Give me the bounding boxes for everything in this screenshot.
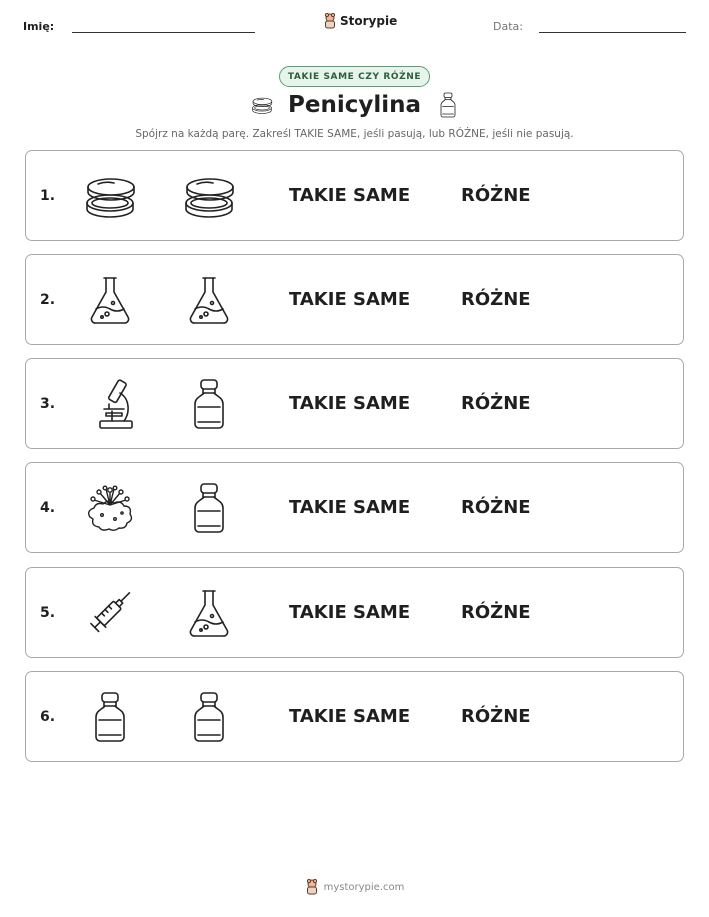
different-option[interactable]: RÓŻNE [461,706,531,727]
mascot-icon [305,879,319,895]
row-number: 5. [40,604,56,621]
flask-icon [181,273,237,327]
brand-name: Storypie [340,14,398,28]
row-number: 1. [40,187,56,204]
syringe-icon [82,586,138,640]
different-option[interactable]: RÓŻNE [461,289,531,310]
row-number: 2. [40,291,56,308]
worksheet-row [25,254,684,345]
date-label: Data: [493,20,523,33]
microscope-icon [82,377,138,431]
row-number: 6. [40,708,56,725]
petri-dish-icon [181,169,237,223]
same-option[interactable]: TAKIE SAME [289,706,411,727]
worksheet-row [25,462,684,553]
brand-logo [323,13,397,29]
bottle-icon [181,690,237,744]
name-label: Imię: [23,20,55,33]
page-title: Penicylina [287,92,421,118]
mascot-icon [323,13,337,29]
different-option[interactable]: RÓŻNE [461,185,531,206]
worksheet-row [25,567,684,658]
worksheet-type-badge: TAKIE SAME CZY RÓŻNE [279,66,430,87]
worksheet-row [25,671,684,762]
bottle-icon [434,89,462,121]
date-input-line[interactable] [539,32,686,33]
worksheet-row [25,358,684,449]
footer-url: mystorypie.com [323,881,405,893]
same-option[interactable]: TAKIE SAME [289,289,411,310]
bottle-icon [181,481,237,535]
instructions: Spójrz na każdą parę. Zakreśl TAKIE SAME, jeśli pasują, lub RÓŻNE, jeśli nie pasują. [135,128,574,140]
worksheet-row [25,150,684,241]
mold-icon [82,481,138,535]
flask-icon [181,586,237,640]
same-option[interactable]: TAKIE SAME [289,185,411,206]
flask-icon [82,273,138,327]
different-option[interactable]: RÓŻNE [461,497,531,518]
row-number: 4. [40,499,56,516]
same-option[interactable]: TAKIE SAME [289,602,411,623]
bottle-icon [82,690,138,744]
bottle-icon [181,377,237,431]
row-number: 3. [40,395,56,412]
same-option[interactable]: TAKIE SAME [289,497,411,518]
footer [0,879,709,895]
different-option[interactable]: RÓŻNE [461,602,531,623]
same-option[interactable]: TAKIE SAME [289,393,411,414]
name-input-line[interactable] [72,32,255,33]
petri-dish-icon [82,169,138,223]
different-option[interactable]: RÓŻNE [461,393,531,414]
